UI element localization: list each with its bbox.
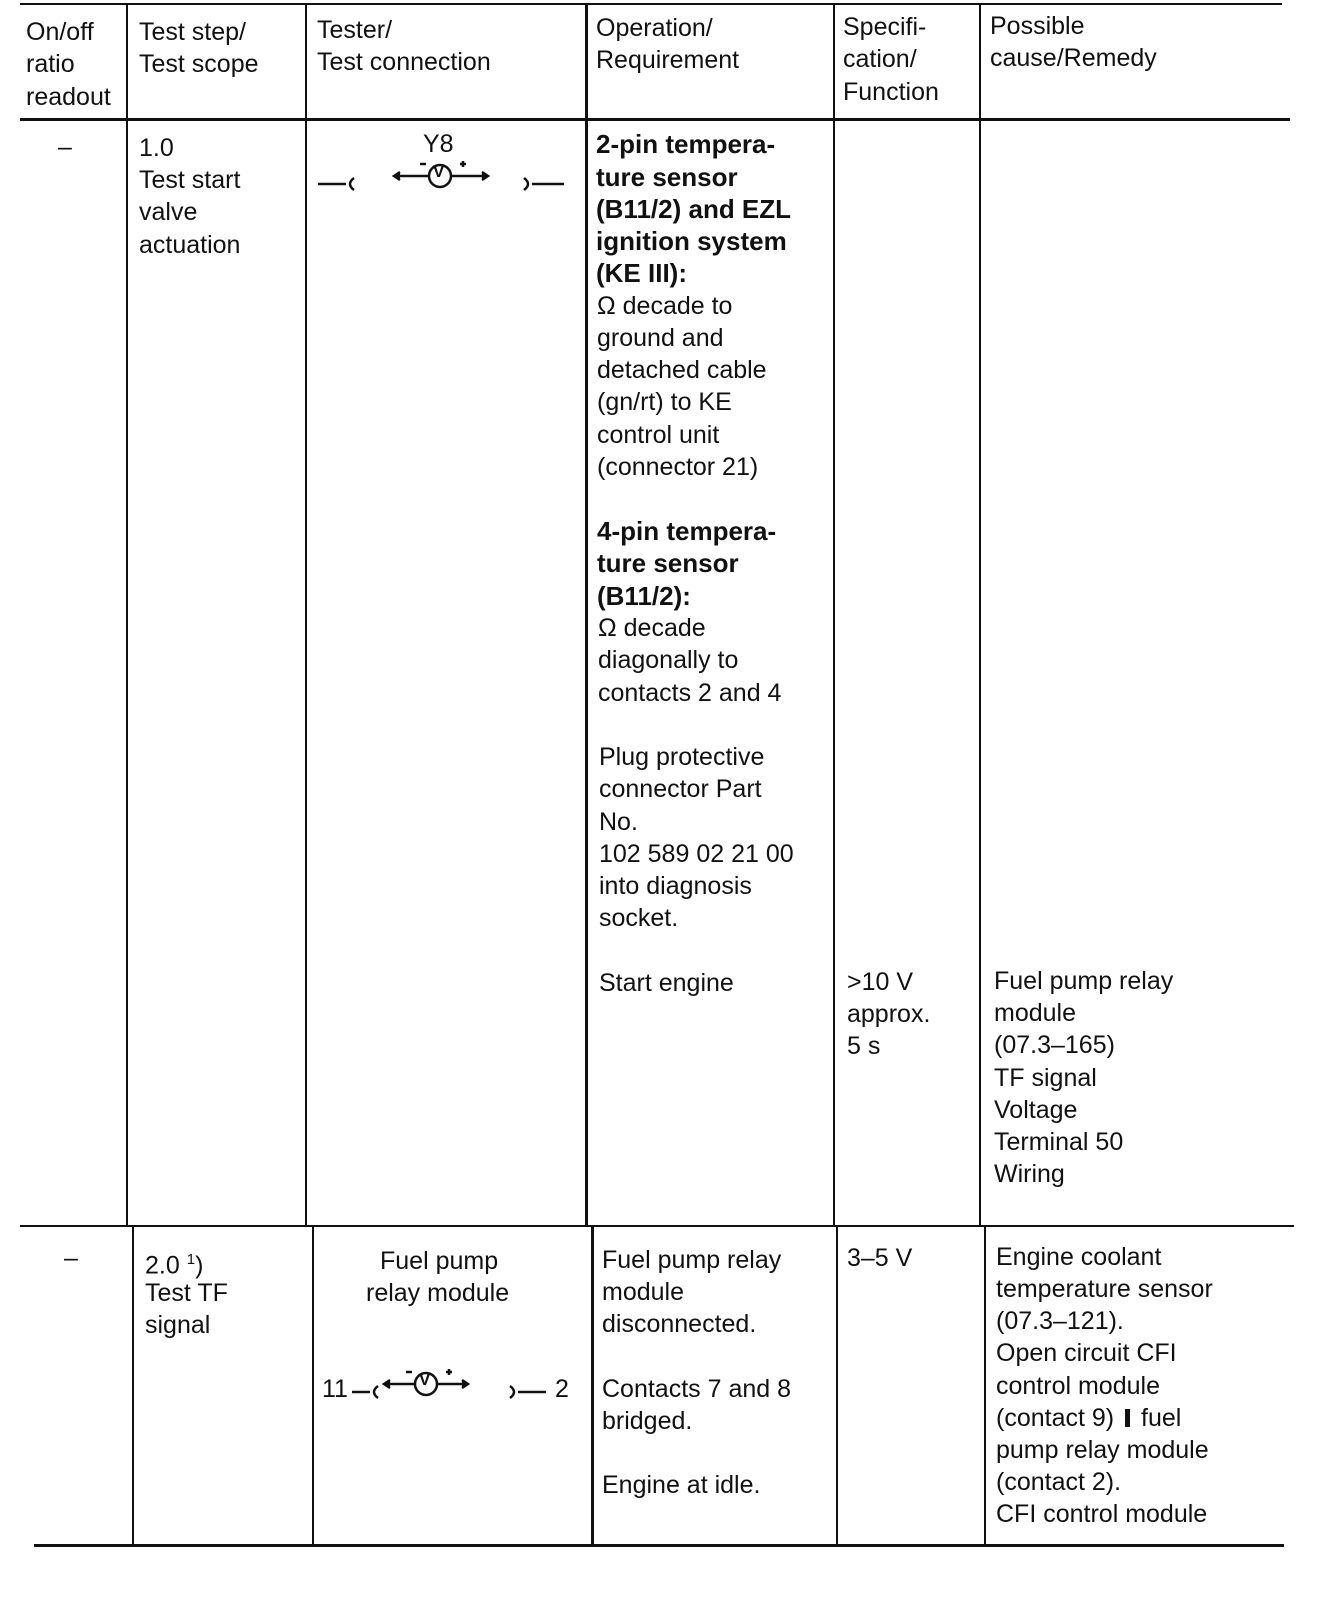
row1-voltmeter-symbol-letter: V [433,162,445,181]
row1-op-text-line: socket. [599,904,679,932]
row1-op-text-line: 102 589 02 21 00 [599,840,794,868]
row2-op-text-line: Fuel pump relay [602,1246,782,1274]
row2-op-text-line: Contacts 7 and 8 [602,1375,792,1403]
row1-cause-line: Terminal 50 [994,1128,1124,1156]
row1-readout: – [58,133,72,161]
column-divider [305,3,307,1225]
row1-spec-line: 5 s [847,1032,881,1060]
header-rule [20,118,1290,121]
row1-op-text-line: No. [599,808,638,836]
row2-cause-line: (07.3–121). [996,1307,1124,1335]
row2-op-text-line: module [602,1278,684,1306]
header-onoff-ratio-line: ratio [26,50,75,78]
row2-op-text-line: bridged. [602,1407,693,1435]
row1-tester-label: Y8 [423,130,454,158]
row2-cause-line [996,1402,1181,1435]
row1-op-text-line: (gn/rt) to KE [597,388,732,416]
row1-op-bold-line: 4-pin tempera- [597,516,777,546]
row2-cause-line: (contact 2). [996,1468,1122,1496]
header-tester-line: Tester/ [317,16,393,44]
header-specification-line: cation/ [843,45,917,73]
row1-step-line: 1.0 [139,134,174,162]
row2-op-text-line: disconnected. [602,1310,757,1338]
row1-op-bold-line: (B11/2): [597,581,691,611]
row1-op-bold-line: ture sensor [596,162,738,192]
header-test-step-line: Test step/ [139,18,246,46]
row1-cause-line: TF signal [994,1064,1097,1092]
row1-cause-line: module [994,999,1076,1027]
row1-op-text-line: contacts 2 and 4 [598,679,782,707]
column-divider [591,1225,594,1546]
row1-op-bold-line: ignition system [596,226,787,256]
row1-op-text-line: connector Part [599,775,762,803]
row1-step-line: Test start [139,166,241,194]
row1-op-text-line: Plug protective [599,743,765,771]
row2-voltmeter-symbol-letter: V [419,1370,431,1389]
header-specification-line: Specifi- [843,13,927,41]
column-divider [984,1225,986,1546]
row2-voltmeter-connection-diagram [350,1366,550,1410]
row2-cause-contact9: (contact 9) [996,1404,1115,1432]
row1-op-text-line: (connector 21) [597,453,759,481]
row1-op-text-line: Ω decade [598,614,706,642]
column-divider [132,1225,134,1546]
row2-spec: 3–5 V [847,1244,913,1272]
header-operation-line: Operation/ [596,14,713,42]
row-divider-rule [20,1225,1294,1227]
column-divider [979,3,981,1225]
row2-op-text-line: Engine at idle. [602,1471,761,1499]
header-specification-line: Function [843,78,939,106]
row2-step-line: Test TF [145,1279,228,1307]
row1-op-bold-line: 2-pin tempera- [596,129,776,159]
header-onoff-ratio-line: readout [26,83,111,111]
row2-cause-line: pump relay module [996,1436,1209,1464]
row1-cause-line: (07.3–165) [994,1031,1115,1059]
row2-tester-pin-right: 2 [555,1375,569,1403]
header-cause-line: Possible [990,12,1085,40]
row1-spec-line: >10 V [847,968,914,996]
row2-cause-line: control module [996,1372,1160,1400]
row2-footnote-mark: 1 [186,1251,196,1268]
column-divider [836,1225,838,1546]
header-tester-line: Test connection [317,48,491,76]
top-rule [20,3,1282,5]
row1-op-text-line: Ω decade to [597,292,733,320]
row2-tester-line: relay module [366,1279,510,1307]
row2-cause-fuel: fuel [1141,1404,1182,1432]
row2-cause-bullet-mark [1125,1409,1130,1427]
row1-cause-line: Fuel pump relay [994,967,1174,995]
row2-cause-line: Open circuit CFI [996,1339,1177,1367]
row1-op-text-line: detached cable [597,356,767,384]
row2-footnote-paren: ) [195,1251,204,1280]
row1-step-line: actuation [139,231,241,259]
row1-op-bold-line: ture sensor [597,548,739,578]
row2-cause-line: Engine coolant [996,1243,1162,1271]
column-divider [126,3,128,1225]
row1-op-bold-line: (KE III): [596,258,687,288]
row1-step-line: valve [139,198,198,226]
row1-op-bold-line: (B11/2) and EZL [596,194,792,224]
header-test-step-line: Test scope [139,50,259,78]
row1-op-text-line: diagonally to [598,646,739,674]
row1-op-text-line: ground and [597,324,724,352]
row2-step-num: 2.0 [145,1251,180,1280]
row2-readout: – [64,1244,78,1272]
row2-cause-line: CFI control module [996,1500,1208,1528]
row2-tester-line: Fuel pump [380,1247,499,1275]
row1-op-text-line: into diagnosis [599,872,752,900]
bottom-rule [34,1544,1284,1547]
row1-cause-line: Wiring [994,1160,1065,1188]
row2-step-line: signal [145,1311,211,1339]
row2-cause-line: temperature sensor [996,1275,1213,1303]
row2-tester-pin-left: 11 [322,1375,348,1403]
row1-cause-line: Voltage [994,1096,1078,1124]
header-cause-line: cause/Remedy [990,44,1157,72]
column-divider [833,3,835,1225]
row1-spec-line: approx. [847,1000,931,1028]
header-operation-line: Requirement [596,46,740,74]
row1-op-start-engine: Start engine [599,969,734,997]
column-divider [312,1225,314,1546]
column-divider [585,3,588,1225]
row1-op-text-line: control unit [597,421,720,449]
header-onoff-ratio-line: On/off [26,18,94,46]
